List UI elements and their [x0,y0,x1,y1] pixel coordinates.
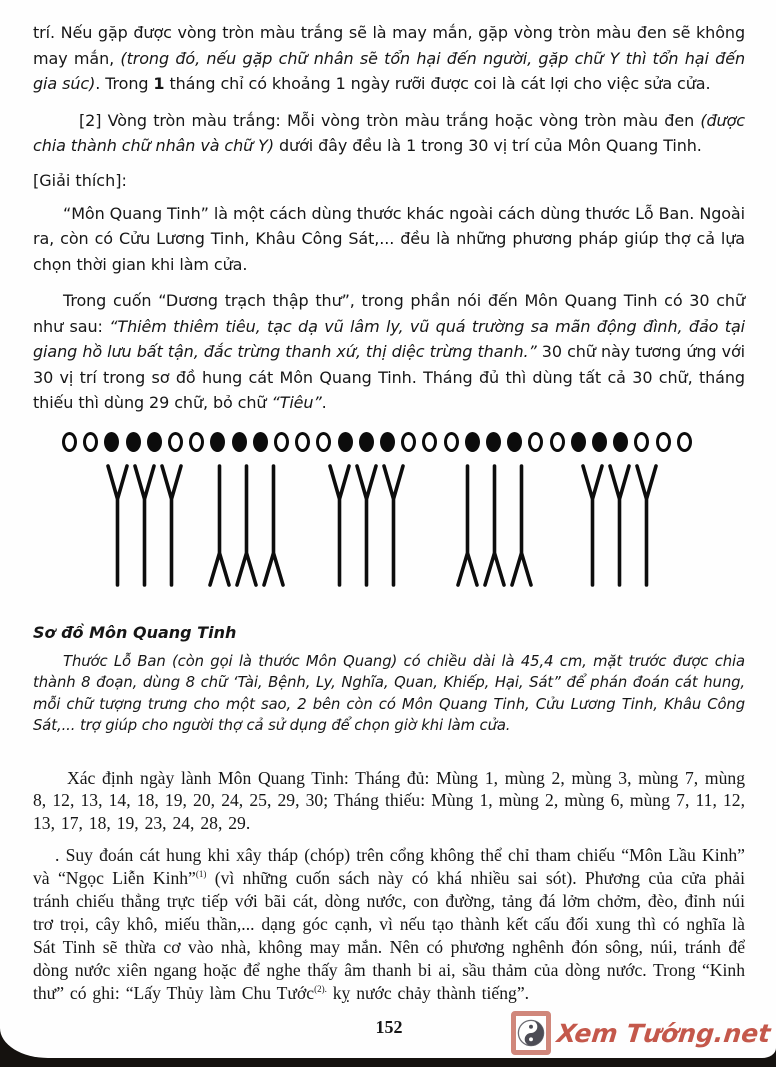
open-circle [83,432,98,452]
open-circle [295,432,310,452]
text-run: Trong cuốn “Dương trạch thập thư”, trong phần nói đến Môn Quang Tinh có 30 chữ như sau: [33,291,745,336]
open-circle [62,432,77,452]
open-circle [528,432,543,452]
chu-nhan-symbol [482,463,507,589]
filled-circle [592,432,607,452]
open-circle [444,432,459,452]
chu-y-symbol [580,463,605,589]
text-run: 30 chữ này tương ứng với 30 vị trí trong sơ đồ hung cát Môn Quang Tinh. Tháng đủ thì dùng tất cả 30 chữ, tháng thiếu thì dùng 29 chữ, bỏ chữ [33,342,745,412]
open-circle [189,432,204,452]
text-run: (1) [195,869,207,880]
open-circle [316,432,331,452]
filled-circle [147,432,162,452]
text-run: . Trong [95,74,154,93]
chu-y-symbol [159,463,184,589]
chu-nhan-symbol [234,463,259,589]
text-run: kỵ nước chảy thành tiếng”. [326,982,530,1003]
symbol-group-nhan [207,463,286,589]
symbol-group-y [327,463,406,589]
chu-nhan-symbol [455,463,480,589]
filled-circle [486,432,501,452]
chu-nhan-symbol [509,463,534,589]
diagram-caption-body [33,651,745,737]
chu-y-symbol [607,463,632,589]
text-run: dưới đây đều là 1 trong 30 vị trí của Môn Quang Tinh. [273,136,702,155]
open-circle [274,432,289,452]
filled-circle [232,432,247,452]
filled-circle [104,432,119,452]
text-run: (trong đó, nếu gặp chữ nhân sẽ tổn hại đến người, gặp chữ Y thì tổn hại đến gia súc) [33,48,745,93]
filled-circle [210,432,225,452]
symbol-group-y [105,463,184,589]
text-run: (được chia thành chữ nhân và chữ Y) [33,110,745,155]
para-duong-trach [33,288,745,416]
para-white-circle [33,108,745,159]
serif-text-section [33,767,745,1005]
filled-circle [126,432,141,452]
yin-yang-icon [517,1019,545,1047]
text-run: . [321,393,327,412]
open-circle [550,432,565,452]
filled-circle [380,432,395,452]
text-run: “Môn Quang Tinh” là một cách dùng thước khác ngoài cách dùng thước Lỗ Ban. Ngoài ra, còn có Cửu Lương Tinh, Khâu Công Sát,... đều là những phương pháp giúp thợ cả lựa chọn thời gian khi làm cửa. [33,203,745,274]
open-circle [401,432,416,452]
symbol-group-y [580,463,659,589]
text-run: [2] Vòng tròn màu trắng: Mỗi vòng tròn màu trắng hoặc vòng tròn màu đen [79,110,701,130]
filled-circle [359,432,374,452]
giai-thich-heading: [Giải thích]: [33,170,127,190]
chu-y-symbol [105,463,130,589]
watermark-text: Xem Tướng.net [555,1018,772,1048]
open-circle [634,432,649,452]
mon-quang-tinh-diagram [33,432,745,608]
watermark [511,1011,770,1055]
text-run: (vì những cuốn sách này có khá nhiều sai sót). Phương của cửa phải tránh chiếu thẳng trực tiếp với bãi cát, dòng nước, con đường, tảng đá lởm chởm, đèo, đỉnh núi trơ trọi, cây khô, miếu thần,... dạng góc cạnh, vì nếu tạo thành kết cấu đối xung thì có nghĩa là Sát Tinh sẽ thừa cơ vào nhà, không may mắn. Nên có phương nghênh đón sông, núi, tránh để dòng nước xiên ngang hoặc để nghe thấy âm thanh bi ai, sầu thảm của dòng nước. Trong “Kinh thư” có ghi: “Lấy Thủy làm Chu Tước [33,867,745,1003]
text-run: . Suy đoán cát hung khi xây tháp (chóp) trên cổng không thể chỉ tham chiếu “Môn Lầu Kinh” và “Ngọc Liễn Kinh” [33,844,745,888]
text-run: tháng chỉ có khoảng 1 ngày rưỡi được coi là cát lợi cho việc sửa cửa. [164,74,711,93]
filled-circle [338,432,353,452]
text-run: Thước Lỗ Ban (còn gọi là thước Môn Quang) có chiều dài là 45,4 cm, mặt trước được chia thành 8 đoạn, dùng 8 chữ ‘Tài, Bệnh, Ly, Nghĩa, Quan, Khiếp, Hại, Sát” để phán đoán cát hung, mỗi chữ tượng trưng cho một sao, 2 bên còn có Môn Quang Tinh, Cửu Lương Tinh, Khâu Công Sát,... trợ giúp cho người thợ cả sử dụng để chọn giờ khi làm cửa. [33,652,745,734]
diagram-caption-title: Sơ đồ Môn Quang Tinh [33,622,237,642]
para-suy-doan [33,844,745,1005]
text-run: Xác định ngày lành Môn Quang Tinh: Tháng đủ: Mùng 1, mùng 2, mùng 3, mùng 7, mùng 8, 12, 13, 14, 18, 19, 20, 24, 25, 29, 30; Tháng thiếu: Mùng 1, mùng 2, mùng 6, mùng 7, 11, 12, 13, 17, 18, 19, 23, 24, 28, 29. [33,767,745,834]
chu-y-symbol [354,463,379,589]
para-xac-dinh [33,767,745,835]
page-number: 152 [375,1016,403,1037]
filled-circle [465,432,480,452]
text-run: “Thiêm thiêm tiêu, tạc dạ vũ lâm ly, vũ quá trường sa mãn động đình, đảo tại giang hồ lưu bất tận, đắc trừng thanh xứ, thị diệc trừng thanh.” [33,316,745,361]
filled-circle [613,432,628,452]
open-circle [422,432,437,452]
open-circle [656,432,671,452]
filled-circle [507,432,522,452]
chu-y-symbol [327,463,352,589]
text-run: “Tiêu” [271,393,322,412]
diagram-circles-row [62,432,692,452]
para-mon-quang-tinh [33,201,745,278]
open-circle [168,432,183,452]
chu-nhan-symbol [261,463,286,589]
filled-circle [571,432,586,452]
watermark-logo-box [511,1011,551,1055]
text-run: trí. Nếu gặp được vòng tròn màu trắng sẽ là may mắn, gặp vòng tròn màu đen sẽ không may mắn, [33,23,745,68]
chu-y-symbol [634,463,659,589]
chu-nhan-symbol [207,463,232,589]
text-run: (2). [314,984,327,995]
open-circle [677,432,692,452]
chu-y-symbol [381,463,406,589]
chu-y-symbol [132,463,157,589]
text-run: 1 [153,74,165,93]
filled-circle [253,432,268,452]
para-intro [33,20,745,97]
symbol-group-nhan [455,463,534,589]
